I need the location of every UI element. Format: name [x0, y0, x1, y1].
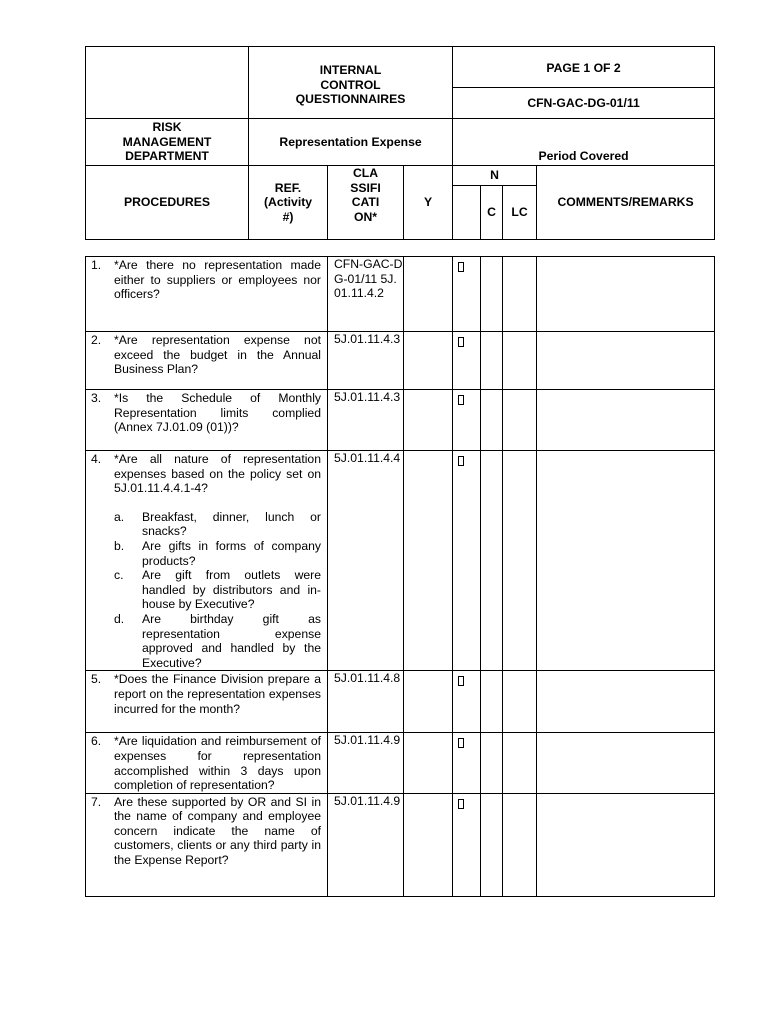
comments-cell[interactable]: [537, 671, 715, 733]
y-cell[interactable]: [453, 332, 481, 390]
classification-cell: [404, 793, 453, 896]
reference-cell: 5J.01.11.4.8: [328, 671, 404, 733]
question-number: 3.: [91, 391, 102, 405]
col-procedures: PROCEDURES: [86, 166, 249, 240]
sub-question: [114, 612, 321, 670]
sub-question: [114, 510, 321, 539]
sub-letter: d.: [114, 611, 125, 626]
y-cell[interactable]: [453, 451, 481, 671]
form-title: INTERNAL CONTROL QUESTIONNAIRES: [249, 47, 453, 119]
document-code: CFN-GAC-DG-01/11: [453, 88, 715, 119]
col-lc: LC: [503, 186, 537, 240]
c-cell[interactable]: [503, 733, 537, 793]
col-c: C: [481, 186, 503, 240]
reference-cell: 5J.01.11.4.3: [328, 390, 404, 451]
comments-cell[interactable]: [537, 793, 715, 896]
y-cell[interactable]: [453, 257, 481, 332]
procedure-cell: [86, 332, 328, 390]
n-cell[interactable]: [481, 671, 503, 733]
c-cell[interactable]: [503, 257, 537, 332]
department-name: RISK MANAGEMENT DEPARTMENT: [86, 119, 249, 166]
question-number: 2.: [91, 333, 102, 347]
question-text: *Are representation expense not exceed the budget in the Annual Business Plan?: [114, 333, 321, 377]
table-row: [86, 671, 715, 733]
page-number: PAGE 1 OF 2: [453, 47, 715, 88]
comments-cell[interactable]: [537, 451, 715, 671]
col-y: Y: [404, 166, 453, 240]
question-number: 6.: [91, 734, 102, 749]
c-cell[interactable]: [503, 793, 537, 896]
checkbox-icon[interactable]: [458, 395, 464, 405]
n-cell[interactable]: [481, 257, 503, 332]
classification-cell: [404, 332, 453, 390]
table-row: [86, 332, 715, 390]
classification-cell: [404, 451, 453, 671]
sub-letter: c.: [114, 568, 124, 583]
comments-cell[interactable]: [537, 257, 715, 332]
question-text: *Are there no representation made either to suppliers or employees nor officers?: [114, 258, 321, 302]
checkbox-icon[interactable]: [458, 337, 464, 347]
checkbox-icon[interactable]: [458, 262, 464, 272]
question-number: 7.: [91, 794, 102, 809]
col-classification: CLA SSIFI CATI ON*: [328, 166, 404, 240]
question-text: *Are all nature of representation expenses based on the policy set on 5J.01.11.4.4.1-4?: [114, 452, 321, 496]
question-text: *Is the Schedule of Monthly Representation limits complied (Annex 7J.01.09 (01))?: [114, 391, 321, 435]
col-n-blank: [453, 186, 481, 240]
sub-text: Breakfast, dinner, lunch or snacks?: [142, 509, 321, 539]
classification-cell: [404, 733, 453, 793]
procedure-cell: [86, 257, 328, 332]
checkbox-icon[interactable]: [458, 799, 464, 809]
c-cell[interactable]: [503, 671, 537, 733]
table-row: [86, 257, 715, 332]
n-cell[interactable]: [481, 390, 503, 451]
sub-text: Are gifts in forms of company products?: [142, 538, 321, 568]
sub-text: Are gift from outlets were handled by distributors and in-house by Executive?: [142, 568, 321, 612]
procedure-cell: [86, 451, 328, 671]
c-cell[interactable]: [503, 332, 537, 390]
n-cell[interactable]: [481, 733, 503, 793]
question-text: *Does the Finance Division prepare a report on the representation expenses incurred for the month?: [114, 672, 321, 716]
question-number: 5.: [91, 672, 102, 687]
question-text: Are these supported by OR and SI in the name of company and employee concern indicate the name of customers, clients or any third party in the Expense Report?: [114, 794, 321, 868]
sub-text: Are birthday gift as representation expense approved and handled by the Executive?: [142, 611, 321, 670]
question-number: 1.: [91, 258, 102, 272]
c-cell[interactable]: [503, 390, 537, 451]
sub-letter: b.: [114, 538, 125, 553]
n-cell[interactable]: [481, 332, 503, 390]
questionnaire-table: [85, 256, 715, 897]
classification-cell: [404, 671, 453, 733]
procedure-cell: [86, 390, 328, 451]
col-ref: REF. (Activity #): [249, 166, 328, 240]
subject-title: Representation Expense: [249, 119, 453, 166]
reference-cell: CFN-GAC-DG-01/11 5J.01.11.4.2: [328, 257, 404, 332]
sub-question: [114, 539, 321, 568]
procedure-cell: [86, 793, 328, 896]
table-row: [86, 451, 715, 671]
header-table: [85, 46, 715, 240]
col-n: N: [453, 166, 537, 186]
col-comments: COMMENTS/REMARKS: [537, 166, 715, 240]
table-row: [86, 390, 715, 451]
procedure-cell: [86, 671, 328, 733]
question-text: *Are liquidation and reimbursement of expenses for representation accomplished within 3 days upon completion of representation?: [114, 734, 321, 793]
classification-cell: [404, 257, 453, 332]
comments-cell[interactable]: [537, 390, 715, 451]
procedure-cell: [86, 733, 328, 793]
header-blank-cell: [86, 47, 249, 119]
y-cell[interactable]: [453, 671, 481, 733]
question-number: 4.: [91, 452, 102, 466]
reference-cell: 5J.01.11.4.9: [328, 733, 404, 793]
y-cell[interactable]: [453, 390, 481, 451]
table-row: [86, 793, 715, 896]
checkbox-icon[interactable]: [458, 738, 464, 748]
y-cell[interactable]: [453, 733, 481, 793]
sub-question: [114, 568, 321, 612]
period-covered: Period Covered: [453, 119, 715, 166]
sub-letter: a.: [114, 509, 125, 524]
n-cell[interactable]: [481, 451, 503, 671]
y-cell[interactable]: [453, 793, 481, 896]
comments-cell[interactable]: [537, 332, 715, 390]
checkbox-icon[interactable]: [458, 456, 464, 466]
reference-cell: 5J.01.11.4.9: [328, 793, 404, 896]
classification-cell: [404, 390, 453, 451]
n-cell[interactable]: [481, 793, 503, 896]
comments-cell[interactable]: [537, 733, 715, 793]
reference-cell: 5J.01.11.4.4: [328, 451, 404, 671]
table-row: [86, 733, 715, 793]
c-cell[interactable]: [503, 451, 537, 671]
reference-cell: 5J.01.11.4.3: [328, 332, 404, 390]
checkbox-icon[interactable]: [458, 676, 464, 686]
